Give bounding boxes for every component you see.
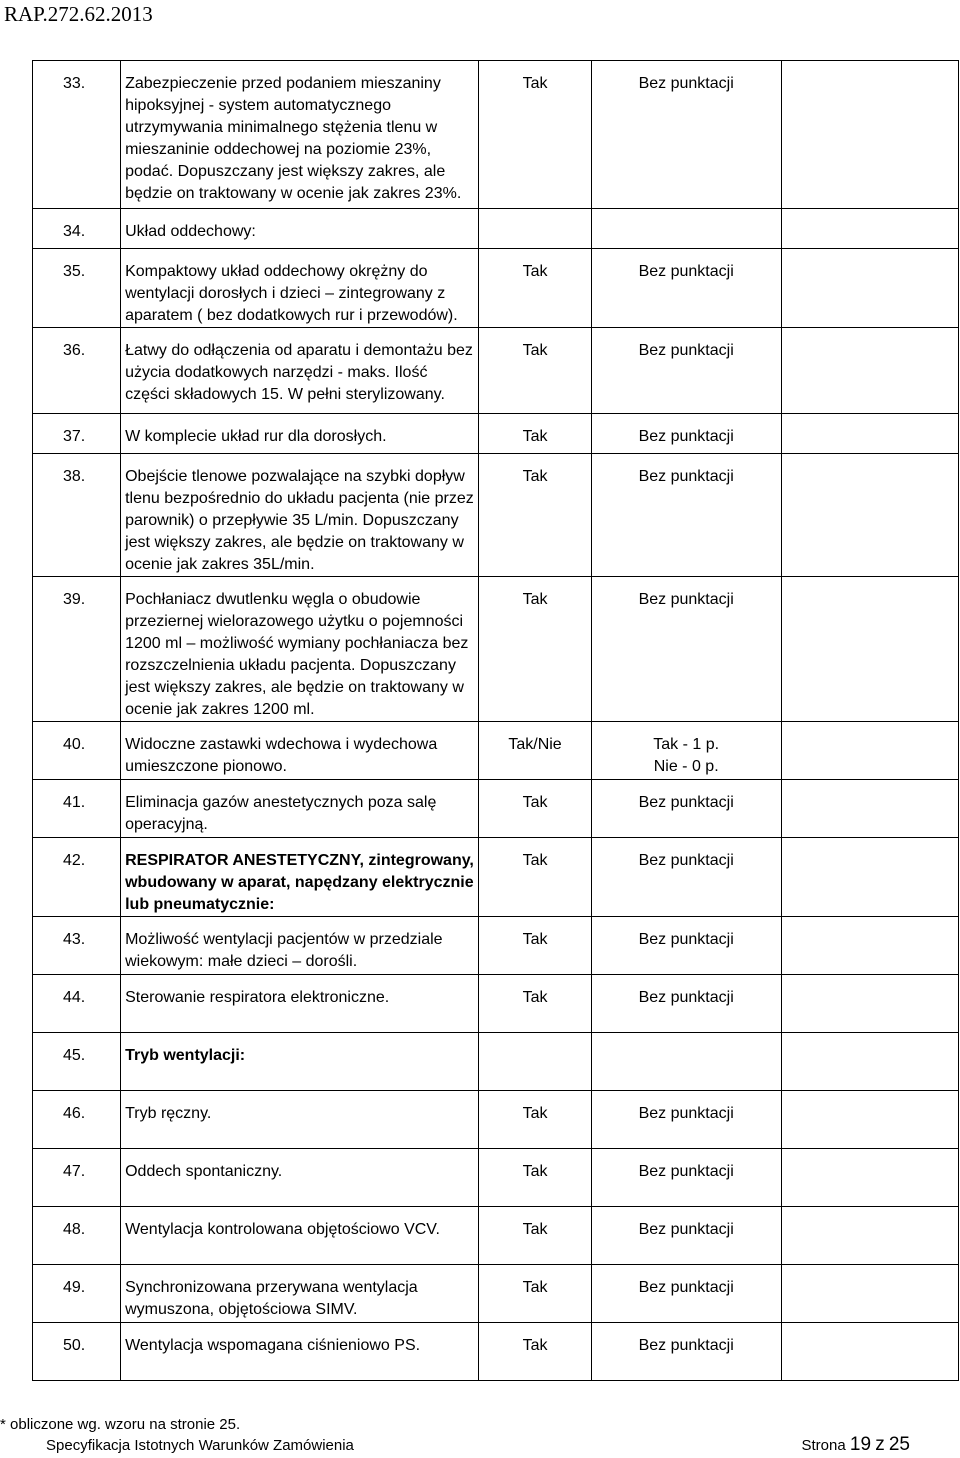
row-scoring xyxy=(591,1265,781,1323)
row-scoring xyxy=(591,1091,781,1149)
row-required-value: Tak xyxy=(479,838,591,917)
row-number: 40. xyxy=(33,722,121,780)
row-number: 34. xyxy=(33,209,121,249)
row-offered-value xyxy=(781,414,958,454)
row-number: 42. xyxy=(33,838,121,917)
row-scoring xyxy=(591,61,781,209)
row-scoring-text-secondary: Nie - 0 p. xyxy=(653,758,719,775)
document-code: RAP.272.62.2013 xyxy=(4,2,153,26)
row-number: 33. xyxy=(33,61,121,209)
specification-table xyxy=(32,60,959,1381)
table-row xyxy=(33,209,959,249)
row-required-value: Tak xyxy=(479,414,591,454)
row-required-value: Tak xyxy=(479,577,591,722)
row-scoring-text: Bez punktacji xyxy=(638,989,734,1006)
page-word: Strona xyxy=(801,1437,846,1454)
row-required-value: Tak xyxy=(479,454,591,577)
row-scoring xyxy=(591,975,781,1033)
row-required-value: Tak xyxy=(479,975,591,1033)
row-required-value: Tak xyxy=(479,249,591,328)
row-description: Łatwy do odłączenia od aparatu i demontażu bez użycia dodatkowych narzędzi - maks. Ilość części składowych 15. W pełni sterylizowany. xyxy=(121,328,479,414)
row-description: Wentylacja kontrolowana objętościowo VCV. xyxy=(121,1207,479,1265)
row-scoring-text: Bez punktacji xyxy=(638,1163,734,1180)
row-number: 35. xyxy=(33,249,121,328)
row-scoring xyxy=(591,577,781,722)
row-scoring xyxy=(591,1149,781,1207)
table-row xyxy=(33,414,959,454)
page-number: 19 xyxy=(849,1434,872,1455)
row-scoring-text: Bez punktacji xyxy=(638,263,734,280)
row-description: Kompaktowy układ oddechowy okrężny do wentylacji dorosłych i dzieci – zintegrowany z aparatem ( bez dodatkowych rur i przewodów). xyxy=(121,249,479,328)
row-offered-value xyxy=(781,838,958,917)
row-offered-value xyxy=(781,249,958,328)
table-row xyxy=(33,1091,959,1149)
row-description: Synchronizowana przerywana wentylacja wymuszona, objętościowa SIMV. xyxy=(121,1265,479,1323)
row-scoring-text: Bez punktacji xyxy=(638,591,734,608)
row-required-value: Tak/Nie xyxy=(479,722,591,780)
row-scoring-text: Bez punktacji xyxy=(638,931,734,948)
table-row xyxy=(33,328,959,414)
row-offered-value xyxy=(781,1323,958,1381)
row-scoring xyxy=(591,917,781,975)
row-description: Wentylacja wspomagana ciśnieniowo PS. xyxy=(121,1323,479,1381)
row-number: 48. xyxy=(33,1207,121,1265)
row-description: Widoczne zastawki wdechowa i wydechowa umieszczone pionowo. xyxy=(121,722,479,780)
row-offered-value xyxy=(781,209,958,249)
row-offered-value xyxy=(781,1265,958,1323)
table-row xyxy=(33,1265,959,1323)
row-number: 38. xyxy=(33,454,121,577)
row-scoring-text: Bez punktacji xyxy=(638,1279,734,1296)
table-row xyxy=(33,780,959,838)
row-required-value: Tak xyxy=(479,61,591,209)
row-scoring xyxy=(591,249,781,328)
row-offered-value xyxy=(781,1207,958,1265)
row-scoring xyxy=(591,414,781,454)
row-scoring xyxy=(591,1033,781,1091)
row-scoring-text: Bez punktacji xyxy=(638,1105,734,1122)
table-row xyxy=(33,454,959,577)
row-offered-value xyxy=(781,780,958,838)
row-number: 44. xyxy=(33,975,121,1033)
table-row xyxy=(33,838,959,917)
row-offered-value xyxy=(781,61,958,209)
table-row xyxy=(33,1149,959,1207)
row-number: 50. xyxy=(33,1323,121,1381)
row-number: 36. xyxy=(33,328,121,414)
row-scoring xyxy=(591,838,781,917)
row-required-value: Tak xyxy=(479,780,591,838)
row-description: Zabezpieczenie przed podaniem mieszaniny hipoksyjnej - system automatycznego utrzymywania minimalnego stężenia tlenu w mieszaninie oddechowej na poziomie 23%, podać. Dopuszczany jest większy zakres, ale będzie on traktowany w ocenie jak zakres 23%. xyxy=(121,61,479,209)
row-required-value xyxy=(479,1033,591,1091)
row-number: 49. xyxy=(33,1265,121,1323)
row-offered-value xyxy=(781,1091,958,1149)
row-scoring-text: Bez punktacji xyxy=(638,342,734,359)
row-required-value: Tak xyxy=(479,1207,591,1265)
row-description: RESPIRATOR ANESTETYCZNY, zintegrowany, wbudowany w aparat, napędzany elektrycznie lub pneumatycznie: xyxy=(121,838,479,917)
row-required-value: Tak xyxy=(479,328,591,414)
row-number: 47. xyxy=(33,1149,121,1207)
row-offered-value xyxy=(781,917,958,975)
row-required-value: Tak xyxy=(479,917,591,975)
row-description: Oddech spontaniczny. xyxy=(121,1149,479,1207)
table-row xyxy=(33,917,959,975)
row-number: 46. xyxy=(33,1091,121,1149)
table-row xyxy=(33,1033,959,1091)
row-description: Sterowanie respiratora elektroniczne. xyxy=(121,975,479,1033)
row-description: W komplecie układ rur dla dorosłych. xyxy=(121,414,479,454)
row-description: Eliminacja gazów anestetycznych poza salę operacyjną. xyxy=(121,780,479,838)
page-indicator xyxy=(802,1434,911,1456)
row-description: Pochłaniacz dwutlenku węgla o obudowie przeziernej wielorazowego użytku o pojemności 1200 ml – możliwość wymiany pochłaniacza bez rozszczelnienia układu pacjenta. Dopuszczany jest większy zakres, ale będzie on traktowany w ocenie jak zakres 1200 ml. xyxy=(121,577,479,722)
row-required-value: Tak xyxy=(479,1265,591,1323)
row-scoring-text: Bez punktacji xyxy=(638,852,734,869)
specification-table-body xyxy=(33,61,959,1381)
row-required-value: Tak xyxy=(479,1323,591,1381)
row-description: Układ oddechowy: xyxy=(121,209,479,249)
table-row xyxy=(33,249,959,328)
row-number: 39. xyxy=(33,577,121,722)
row-offered-value xyxy=(781,454,958,577)
table-row xyxy=(33,1323,959,1381)
row-offered-value xyxy=(781,722,958,780)
row-required-value: Tak xyxy=(479,1091,591,1149)
page-total: 25 xyxy=(888,1434,910,1455)
row-description: Tryb ręczny. xyxy=(121,1091,479,1149)
row-offered-value xyxy=(781,975,958,1033)
row-offered-value xyxy=(781,328,958,414)
page-separator: z xyxy=(875,1434,885,1455)
row-required-value xyxy=(479,209,591,249)
row-scoring-text: Bez punktacji xyxy=(638,428,734,445)
row-scoring xyxy=(591,722,781,780)
row-scoring xyxy=(591,780,781,838)
row-required-value: Tak xyxy=(479,1149,591,1207)
row-scoring xyxy=(591,328,781,414)
row-offered-value xyxy=(781,577,958,722)
row-offered-value xyxy=(781,1149,958,1207)
row-scoring-text: Bez punktacji xyxy=(638,794,734,811)
table-row xyxy=(33,577,959,722)
row-number: 45. xyxy=(33,1033,121,1091)
row-description: Tryb wentylacji: xyxy=(121,1033,479,1091)
row-description: Możliwość wentylacji pacjentów w przedziale wiekowym: małe dzieci – dorośli. xyxy=(121,917,479,975)
row-scoring-text: Bez punktacji xyxy=(638,75,734,92)
table-row xyxy=(33,722,959,780)
row-number: 37. xyxy=(33,414,121,454)
row-scoring-text: Bez punktacji xyxy=(638,468,734,485)
footer-specification-title: Specyfikacja Istotnych Warunków Zamówienia xyxy=(46,1437,354,1454)
row-scoring xyxy=(591,1323,781,1381)
row-scoring-text: Bez punktacji xyxy=(638,1337,734,1354)
footnote: * obliczone wg. wzoru na stronie 25. xyxy=(0,1416,241,1433)
table-row xyxy=(33,61,959,209)
row-number: 43. xyxy=(33,917,121,975)
row-scoring-text: Tak - 1 p. xyxy=(653,736,720,753)
table-row xyxy=(33,975,959,1033)
row-scoring-text: Bez punktacji xyxy=(638,1221,734,1238)
row-description: Obejście tlenowe pozwalające na szybki dopływ tlenu bezpośrednio do układu pacjenta (nie przez parownik) o przepływie 35 L/min. Dopuszczany jest większy zakres, ale będzie on traktowany w ocenie jak zakres 35L/min. xyxy=(121,454,479,577)
table-row xyxy=(33,1207,959,1265)
row-offered-value xyxy=(781,1033,958,1091)
row-scoring xyxy=(591,1207,781,1265)
row-number: 41. xyxy=(33,780,121,838)
row-scoring xyxy=(591,454,781,577)
row-scoring xyxy=(591,209,781,249)
